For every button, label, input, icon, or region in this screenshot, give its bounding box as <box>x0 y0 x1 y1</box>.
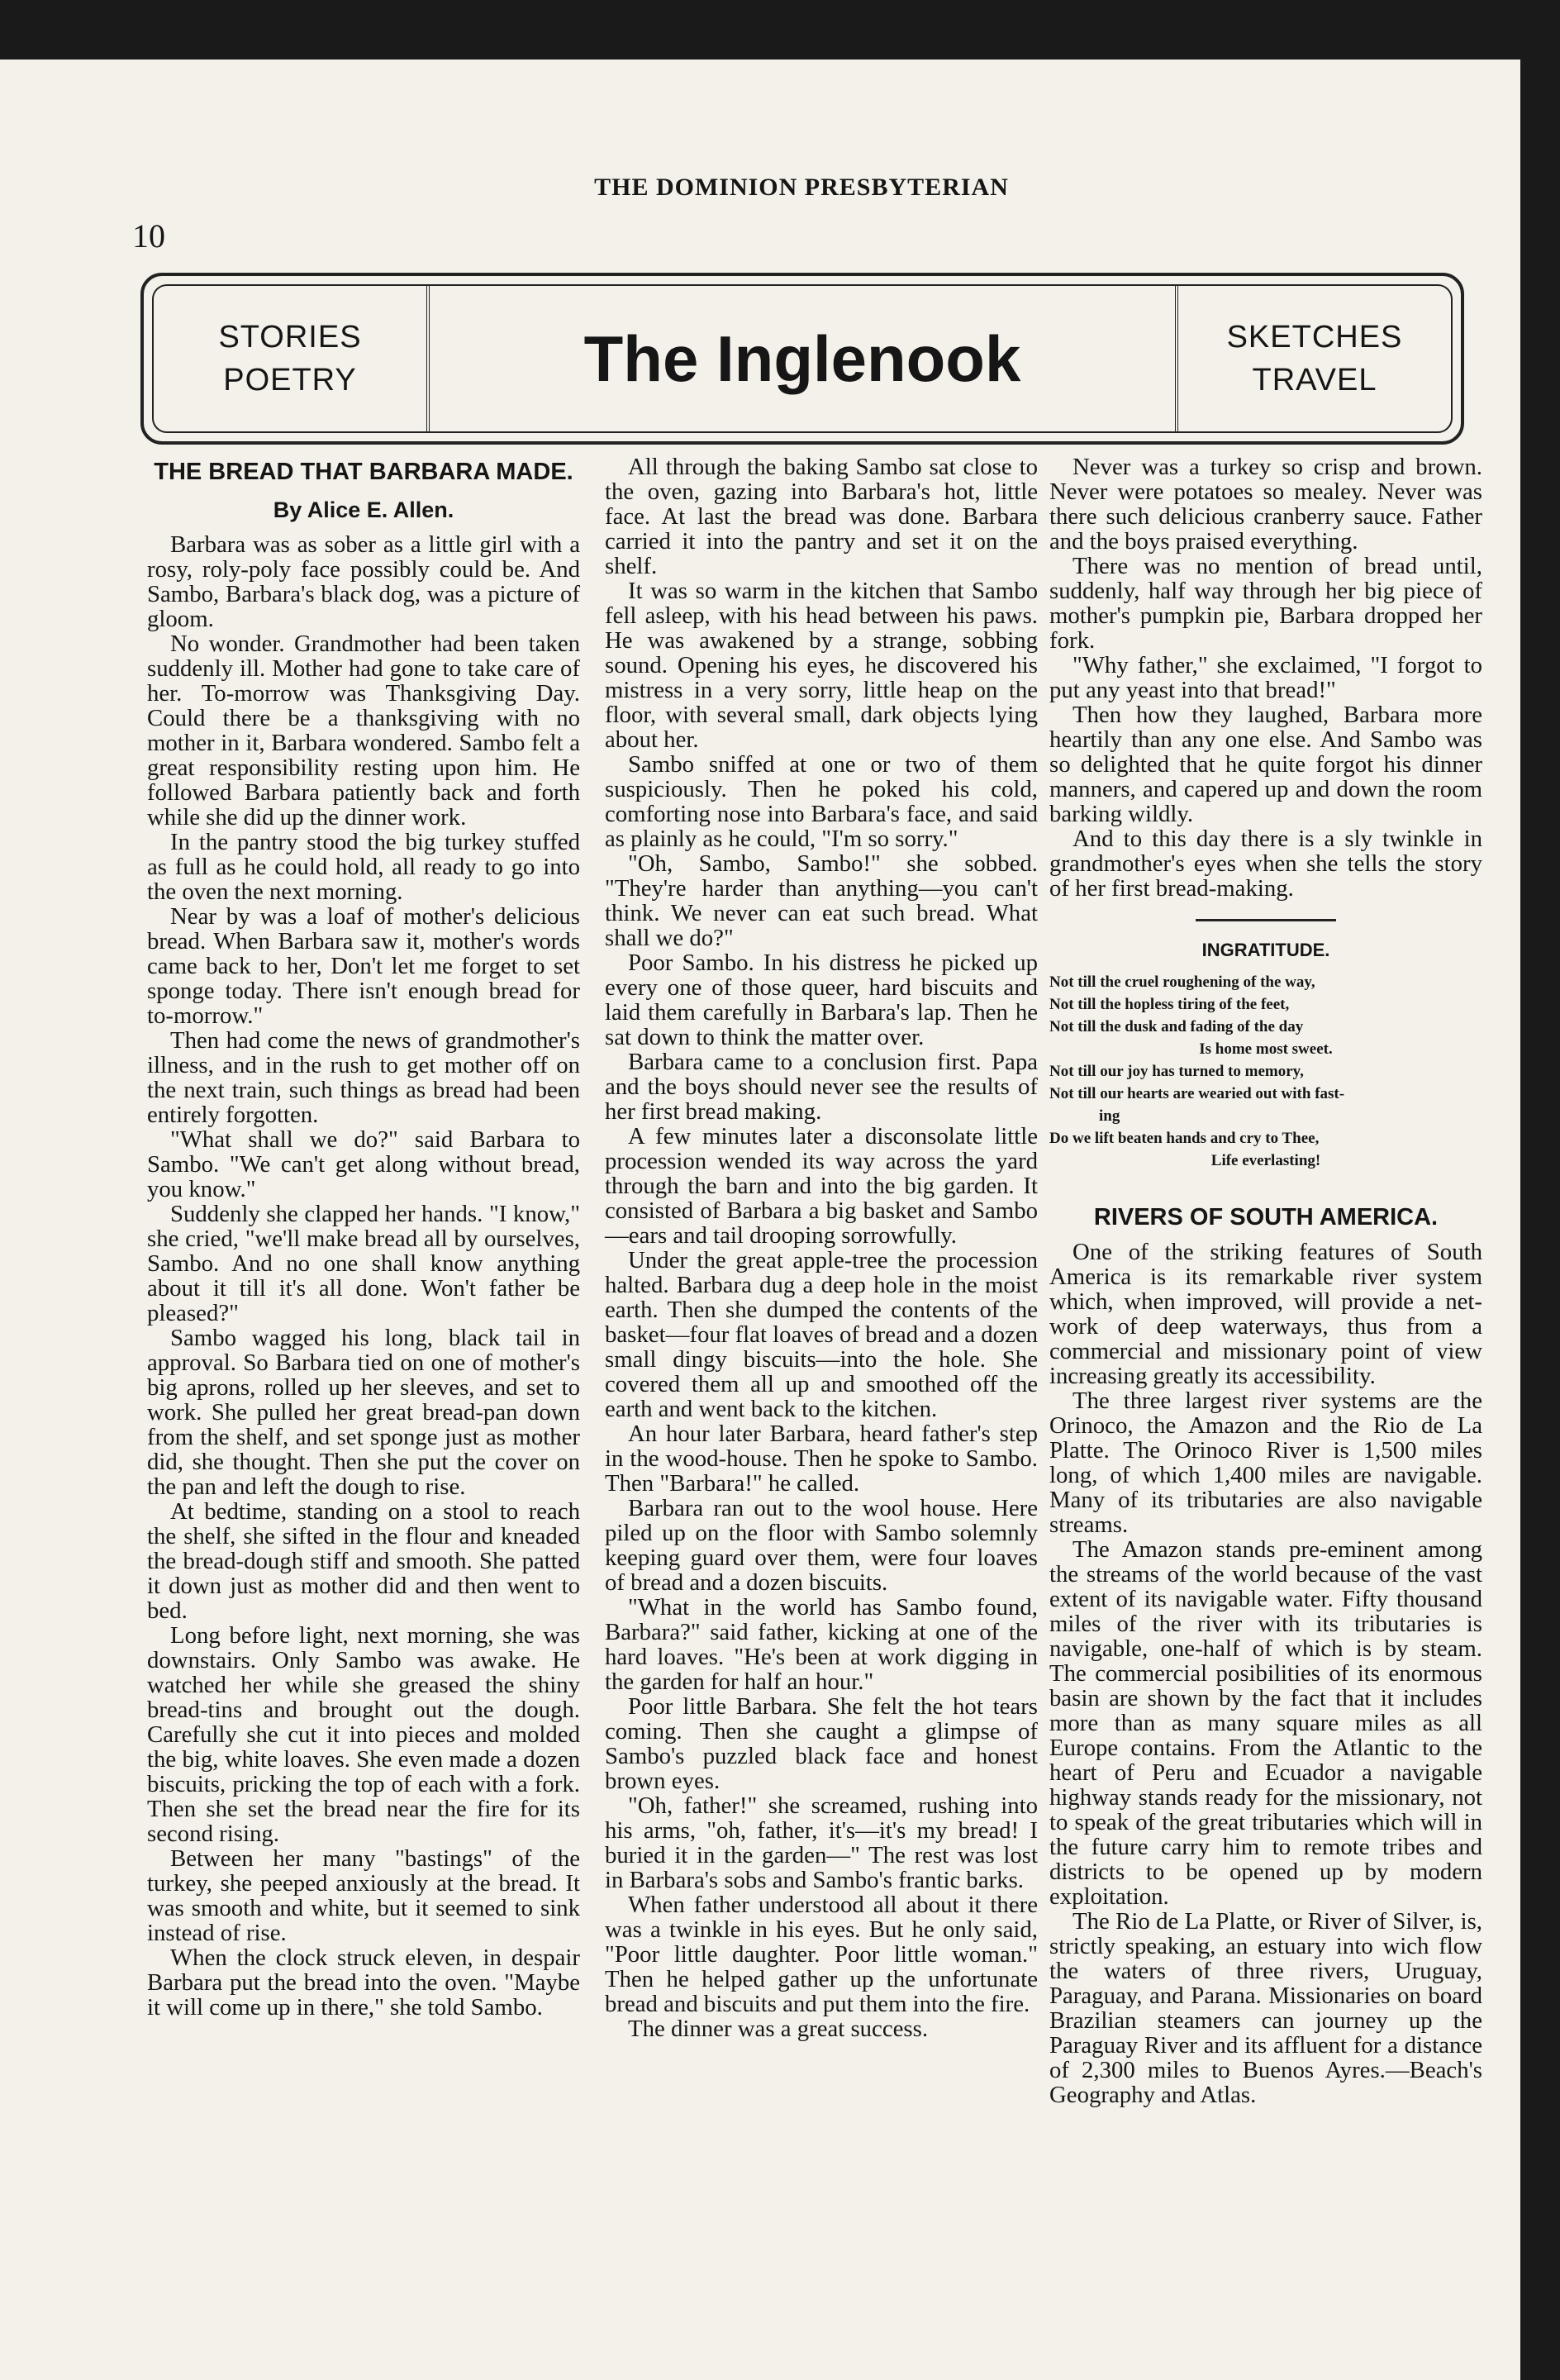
poem-line: ing <box>1099 1107 1120 1125</box>
paragraph: Suddenly she clapped her hands. "I know," she cried, "we'll make bread all by ourselves, Sambo. And no one shall know anything about it till it's all done. Won't father be pleased?" <box>147 1201 580 1326</box>
paragraph: Sambo wagged his long, black tail in approval. So Barbara tied on one of mother's big aprons, rolled up her sleeves, and set to work. She pulled her great bread-pan down from the shelf, and set sponge just as mother did, she thought. Then she put the cover on the pan and left the dough to rise. <box>147 1325 580 1500</box>
column-3 <box>1049 455 1482 2107</box>
paragraph: Near by was a loaf of mother's delicious bread. When Barbara saw it, mother's words came back to her, Don't let me forget to set sponge today. There isn't enough bread for to-morrow." <box>147 903 580 1029</box>
poem-line: Not till the cruel roughening of the way, <box>1049 973 1315 991</box>
paragraph: Never was a turkey so crisp and brown. Never were potatoes so mealey. Never was there such delicious cranberry sauce. Father and the boys praised everything. <box>1049 454 1482 555</box>
poem <box>1049 971 1482 1172</box>
paragraph: Between her many "bastings" of the turkey, she peeped anxiously at the bread. It was smooth and white, but it seemed to sink instead of rise. <box>147 1845 580 1946</box>
paragraph: One of the striking features of South America is its remarkable river system which, when improved, will provide a net-work of deep waterways, thus from a commercial and missionary point of view increasing greatly its accessibility. <box>1049 1239 1482 1389</box>
paragraph: "What shall we do?" said Barbara to Sambo. "We can't get along without bread, you know." <box>147 1126 580 1202</box>
paragraph: Poor Sambo. In his distress he picked up every one of those queer, hard biscuits and laid them carefully in Barbara's lap. Then he sat down to think the matter over. <box>605 950 1038 1050</box>
poem-line: Not till the hopless tiring of the feet, <box>1049 996 1290 1013</box>
paragraph: At bedtime, standing on a stool to reach the shelf, she sifted in the flour and kneaded the bread-dough stiff and smooth. She patted it down just as mother did and then went to bed. <box>147 1498 580 1624</box>
paragraph: Long before light, next morning, she was downstairs. Only Sambo was awake. He watched her while she greased the shiny bread-tins and brought out the dough. Carefully she cut it into pieces and molded the big, white loaves. She even made a dozen biscuits, pricking the top of each with a fork. Then she set the bread near the fire for its second rising. <box>147 1622 580 1847</box>
poem-line: Life everlasting! <box>1210 1152 1321 1169</box>
paragraph: No wonder. Grandmother had been taken suddenly ill. Mother had gone to take care of her. To-morrow was Thanksgiving Day. Could there be a thanksgiving with no mother in it, Barbara wondered. Sambo felt a great responsibility resting upon him. He followed Barbara patiently back and forth while she did up the dinner work. <box>147 631 580 831</box>
banner-label-poetry: POETRY <box>223 363 357 397</box>
banner-frame <box>152 284 1453 433</box>
poem-title: INGRATITUDE. <box>1201 940 1330 960</box>
paragraph: Sambo sniffed at one or two of them suspiciously. Then he poked his cold, comforting nose into Barbara's face, and said as plainly as he could, "I'm so sorry." <box>605 751 1038 852</box>
paragraph: Then how they laughed, Barbara more heartily than any one else. And Sambo was so delighted that he quite forgot his dinner manners, and capered up and down the room barking wildly. <box>1049 702 1482 827</box>
banner-left-panel <box>154 286 430 431</box>
running-head: THE DOMINION PRESBYTERIAN <box>594 174 1009 201</box>
paragraph: When father understood all about it there was a twinkle in his eyes. But he only said, "Poor little daughter. Poor little woman." Then he helped gather up the unfortunate bread and biscuits and put them into the fire. <box>605 1892 1038 2017</box>
paragraph: The Amazon stands pre-eminent among the streams of the world because of the vast extent of its navigable water. Fifty thousand miles of the river with its tributaries is navigable, one-half of which is by steam. The commercial posibilities of its enormous basin are shown by the fact that it includes more than as many square miles as all Europe contains. From the Atlantic to the heart of Peru and Ecuador a navigable highway stands ready for the missionary, not to speak of the great tributaries which will in the future carry him to remote tribes and districts to be opened up by modern exploitation. <box>1049 1536 1482 1910</box>
poem-line: Do we lift beaten hands and cry to Thee, <box>1049 1130 1320 1147</box>
paragraph: The Rio de La Platte, or River of Silver, is, strictly speaking, an estuary into wich flow the waters of three rivers, Uruguay, Paraguay, and Parana. Missionaries on board Brazilian steamers can journey up the Paraguay River and its affluent for a distance of 2,300 miles to Buenos Ayres.—Beach's Geography and Atlas. <box>1049 1908 1482 2108</box>
paragraph: Then had come the news of grandmother's illness, and in the rush to get mother off on the next train, such things as bread had been entirely forgotten. <box>147 1027 580 1128</box>
banner-right-panel <box>1178 286 1451 431</box>
paragraph: Under the great apple-tree the procession halted. Barbara dug a deep hole in the moist earth. Then she dumped the contents of the basket—four flat loaves of bread and a dozen small dingy biscuits—into the hole. She covered them all up and smoothed off the earth and went back to the kitchen. <box>605 1247 1038 1422</box>
section-title: The Inglenook <box>583 321 1021 395</box>
section-divider <box>1196 919 1336 921</box>
poem-line: Is home most sweet. <box>1199 1040 1333 1058</box>
column-2 <box>605 455 1038 2041</box>
paragraph: A few minutes later a disconsolate little procession wended its way across the yard through the barn and into the big garden. It consisted of Barbara a big basket and Sambo—ears and tail drooping sorrowfully. <box>605 1123 1038 1249</box>
section-banner <box>140 273 1464 445</box>
banner-label-sketches: SKETCHES <box>1226 320 1403 355</box>
paragraph: It was so warm in the kitchen that Sambo fell asleep, with his head between his paws. He was awakened by a strange, sobbing sound. Opening his eyes, he discovered his mistress in a very sorry, little heap on the floor, with several small, dark objects lying about her. <box>605 578 1038 753</box>
paragraph: All through the baking Sambo sat close to the oven, gazing into Barbara's hot, little face. At last the bread was done. Barbara carried it into the pantry and set it on the shelf. <box>605 454 1038 579</box>
article-title-rivers: RIVERS OF SOUTH AMERICA. <box>1093 1204 1439 1230</box>
banner-label-stories: STORIES <box>218 320 362 355</box>
paragraph: Barbara ran out to the wool house. Here piled up on the floor with Sambo solemnly keeping guard over them, were four loaves of bread and a dozen biscuits. <box>605 1495 1038 1596</box>
paragraph: The three largest river systems are the Orinoco, the Amazon and the Rio de La Platte. The Orinoco River is 1,500 miles long, of which 1,400 miles are navigable. Many of its tributaries are also navigable streams. <box>1049 1388 1482 1538</box>
banner-label-travel: TRAVEL <box>1252 363 1377 397</box>
paragraph: And to this day there is a sly twinkle in grandmother's eyes when she tells the story of her first bread-making. <box>1049 826 1482 902</box>
paragraph: In the pantry stood the big turkey stuffed as full as he could hold, all ready to go into the oven the next morning. <box>147 829 580 905</box>
poem-line: Not till our joy has turned to memory, <box>1049 1063 1304 1080</box>
paragraph: "Why father," she exclaimed, "I forgot to put any yeast into that bread!" <box>1049 652 1482 703</box>
paragraph: When the clock struck eleven, in despair Barbara put the bread into the oven. "Maybe it will come up in there," she told Sambo. <box>147 1944 580 2021</box>
banner-title-panel <box>430 286 1178 431</box>
paragraph: Poor little Barbara. She felt the hot tears coming. Then she caught a glimpse of Sambo's puzzled black face and honest brown eyes. <box>605 1693 1038 1794</box>
paragraph: "Oh, Sambo, Sambo!" she sobbed. "They're harder than anything—you can't think. We never can eat such bread. What shall we do?" <box>605 850 1038 951</box>
paragraph: There was no mention of bread until, suddenly, half way through her big piece of mother's pumpkin pie, Barbara dropped her fork. <box>1049 553 1482 654</box>
paragraph: An hour later Barbara, heard father's step in the wood-house. Then he spoke to Sambo. Then "Barbara!" he called. <box>605 1421 1038 1497</box>
poem-line: Not till our hearts are wearied out with fast- <box>1049 1085 1345 1102</box>
column-1 <box>147 455 580 2020</box>
paragraph: "Oh, father!" she screamed, rushing into his arms, "oh, father, it's—it's my bread! I buried it in the garden—" The rest was lost in Barbara's sobs and Sambo's frantic barks. <box>605 1792 1038 1893</box>
page-number: 10 <box>132 217 165 255</box>
paragraph: Barbara came to a conclusion first. Papa and the boys should never see the results of her first bread making. <box>605 1049 1038 1125</box>
article-title-bread: THE BREAD THAT BARBARA MADE. <box>154 459 573 485</box>
poem-line: Not till the dusk and fading of the day <box>1049 1018 1304 1035</box>
paragraph: "What in the world has Sambo found, Barbara?" said father, kicking at one of the hard loaves. "He's been at work digging in the garden for half an hour." <box>605 1594 1038 1695</box>
paragraph: The dinner was a great success. <box>628 2016 929 2042</box>
article-byline: By Alice E. Allen. <box>273 497 454 522</box>
newspaper-page <box>0 60 1520 2380</box>
paragraph: Barbara was as sober as a little girl with a rosy, roly-poly face possibly could be. And Sambo, Barbara's black dog, was a picture of gloom. <box>147 531 580 632</box>
